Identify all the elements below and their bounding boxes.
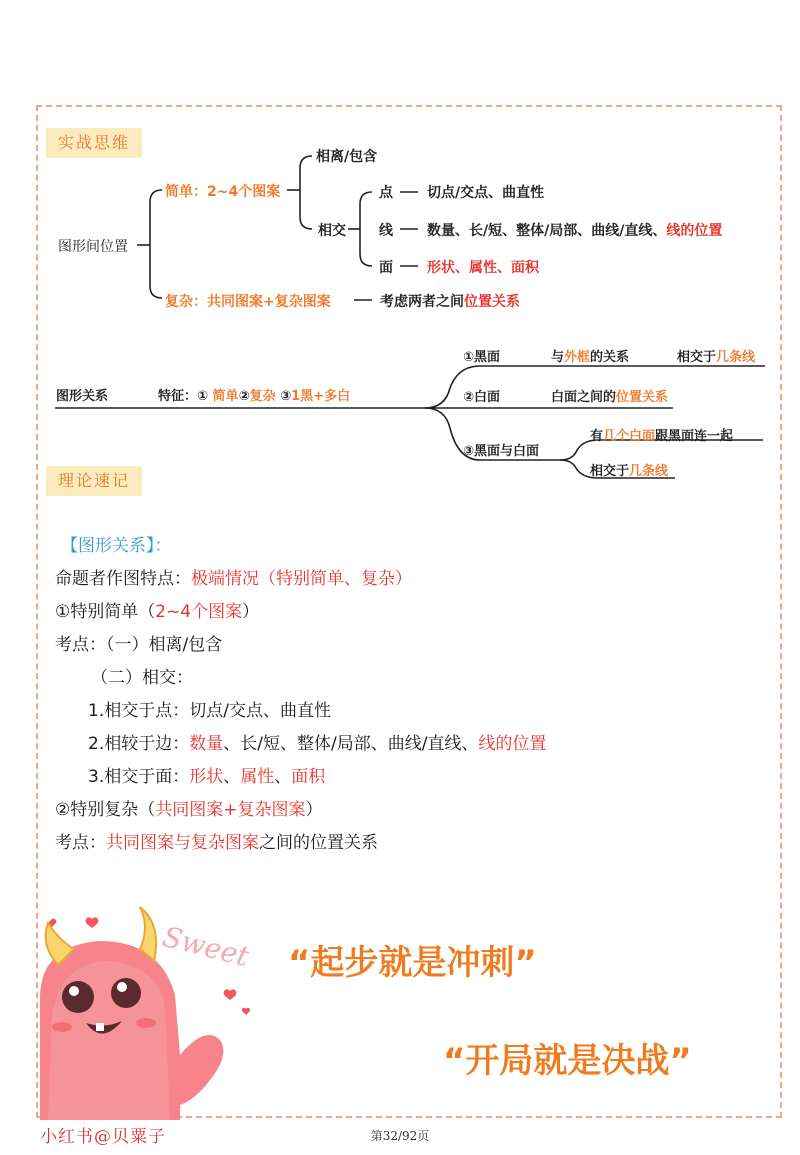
footer-author: 小红书@贝粟子 (40, 1127, 166, 1147)
mindmap1-complex: 复杂：共同图案+复杂图案 (165, 294, 331, 310)
mindmap2-white-rel: 白面之间的位置关系 (551, 390, 669, 405)
mindmap2-black: ①黑面 (463, 350, 501, 365)
mindmap1-root: 图形间位置 (58, 239, 128, 255)
mindmap1-complex-detail-red: 位置关系 (464, 294, 520, 310)
notes-header: 【图形关系】： (61, 536, 172, 556)
mindmap1-simple: 简单：2~4个图案 (165, 184, 281, 200)
mindmap1-line-detail-red: 线的位置 (666, 223, 723, 239)
mindmap1-line-detail: 数量、长/短、整体/局部、曲线/直线、线的位置 (427, 223, 723, 239)
mindmap1-face-detail: 形状、属性、面积 (427, 260, 539, 276)
notes-line-3: 考点：（一）相离/包含 (55, 635, 223, 655)
mindmap2-feature: 特征：① 简单②复杂 ③1黑+多白 (158, 389, 351, 404)
section-tag-practice: 实战思维 (46, 128, 142, 158)
mindmap2-bw-bottom: 相交于几条线 (590, 464, 669, 479)
notes-line-7: 3.相交于面：形状、属性、面积 (88, 767, 326, 787)
mindmap2-bw-top: 有几个白面跟黑面连一起 (590, 429, 734, 444)
mindmap2-bw: ③黑面与白面 (463, 444, 540, 459)
sweet-text: Sweet (159, 919, 253, 974)
section-tag-theory: 理论速记 (46, 466, 142, 496)
notes-line-1: 命题者作图特点：极端情况（特别简单、复杂） (55, 569, 412, 589)
mindmap1-complex-detail: 考虑两者之间位置关系 (380, 294, 520, 310)
mindmap2-root: 图形关系 (56, 389, 109, 404)
notes-line-4: （二）相交： (91, 668, 193, 688)
notes-line-5: 1.相交于点：切点/交点、曲直性 (88, 701, 331, 721)
notes-line-9: 考点：共同图案与复杂图案之间的位置关系 (55, 833, 378, 853)
mindmap1-line: 线 (379, 223, 393, 239)
quote-1: “起步就是冲刺” (288, 943, 537, 983)
quote-2: “开局就是决战” (443, 1041, 692, 1081)
mindmap1-apart: 相离/包含 (316, 149, 378, 165)
mindmap2-white: ②白面 (463, 390, 501, 405)
mindmap1-face: 面 (379, 260, 393, 276)
notes-line-6: 2.相较于边：数量、长/短、整体/局部、曲线/直线、线的位置 (88, 734, 547, 754)
mindmap1-dot: 点 (379, 185, 393, 201)
mindmap1-dot-detail: 切点/交点、曲直性 (427, 185, 545, 201)
mindmap2-black-rel: 与外框的关系 (551, 350, 630, 365)
notes-line-8: ②特别复杂（共同图案+复杂图案） (55, 800, 323, 820)
mindmap2-black-cross: 相交于几条线 (677, 350, 756, 365)
footer-page-number: 第32/92页 (370, 1129, 430, 1143)
notes-line-2: ①特别简单（2~4个图案） (55, 602, 260, 622)
mindmap1-intersect: 相交 (318, 223, 346, 239)
notes-block (55, 530, 546, 860)
